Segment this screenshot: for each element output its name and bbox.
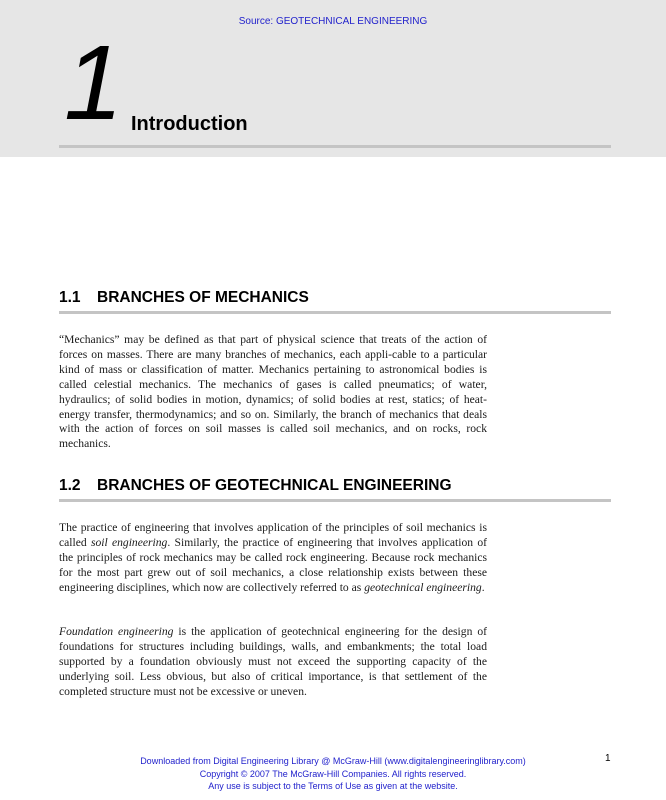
- footer-copyright-line: Copyright © 2007 The McGraw-Hill Companies. All rights reserved.: [199, 768, 467, 779]
- section-heading-1-1: [59, 289, 309, 307]
- paragraph-text: . Similarly, the practice of engineering that involves application of the principles of rock mechanics may be called rock engineering. Because rock mechanics for the most part grew out of soil mechanics, a close relationship exists between these engineering disciplines, which now are collectively referred to as: [59, 535, 488, 594]
- paragraph-text: .: [481, 580, 485, 594]
- section-rule-1-2: [59, 499, 611, 502]
- footer-download-line: Downloaded from Digital Engineering Library @ McGraw-Hill (www.digitalengineeringlibrary.com): [140, 756, 526, 766]
- emphasized-term: soil engineering: [90, 535, 168, 549]
- emphasized-term: Foundation engineering: [59, 625, 174, 638]
- section-number: 1.2: [59, 477, 81, 494]
- page-number: 1: [605, 753, 611, 764]
- section-title: BRANCHES OF GEOTECHNICAL ENGINEERING: [97, 477, 452, 494]
- footer-terms-line: Any use is subject to the Terms of Use as given at the website.: [208, 781, 458, 791]
- section-title: BRANCHES OF MECHANICS: [97, 289, 309, 306]
- footer: [0, 755, 666, 793]
- paragraph-text: The practice of engineering that involves application of the principles of soil mechanics is called: [59, 521, 487, 549]
- paragraph-mechanics: [59, 333, 487, 452]
- chapter-title: Introduction: [131, 113, 248, 135]
- section-number: 1.1: [59, 289, 81, 306]
- paragraph-text: is the application of geotechnical engineering for the design of foundations for structures including buildings, walls, and embankments; the total load supported by a foundation obviously must not exceed the supporting capacity of the underlying soil. Less obvious, but also of critical importance, is that settlement of the completed structure must not be excessive or uneven.: [59, 625, 487, 698]
- section-heading-1-2: [59, 477, 452, 495]
- section-rule-1-1: [59, 311, 611, 314]
- paragraph-geotechnical: [59, 521, 487, 596]
- emphasized-term: geotechnical engineering: [364, 580, 482, 594]
- source-line: Source: GEOTECHNICAL ENGINEERING: [238, 16, 428, 27]
- paragraph-text: “Mechanics” may be defined as that part of physical science that treats of the action of forces on masses. There are many branches of mechanics, each appli-cable to a particular kind of mass or classification of matter. Mechanics pertaining to astronomical bodies is called celestial mechanics. The mechanics of gases is called pneumatics; of water, hydraulics; of solid bodies in motion, dynamics; of solid bodies at rest, statics; of heat-energy transfer, thermodynamics; and so on. Similarly, the branch of mechanics that deals with the action of forces on soil masses is called soil mechanics, and on rocks, rock mechanics.: [59, 333, 487, 451]
- paragraph-foundation: [59, 625, 487, 700]
- chapter-number: 1: [64, 24, 123, 142]
- chapter-title-rule: [59, 145, 611, 148]
